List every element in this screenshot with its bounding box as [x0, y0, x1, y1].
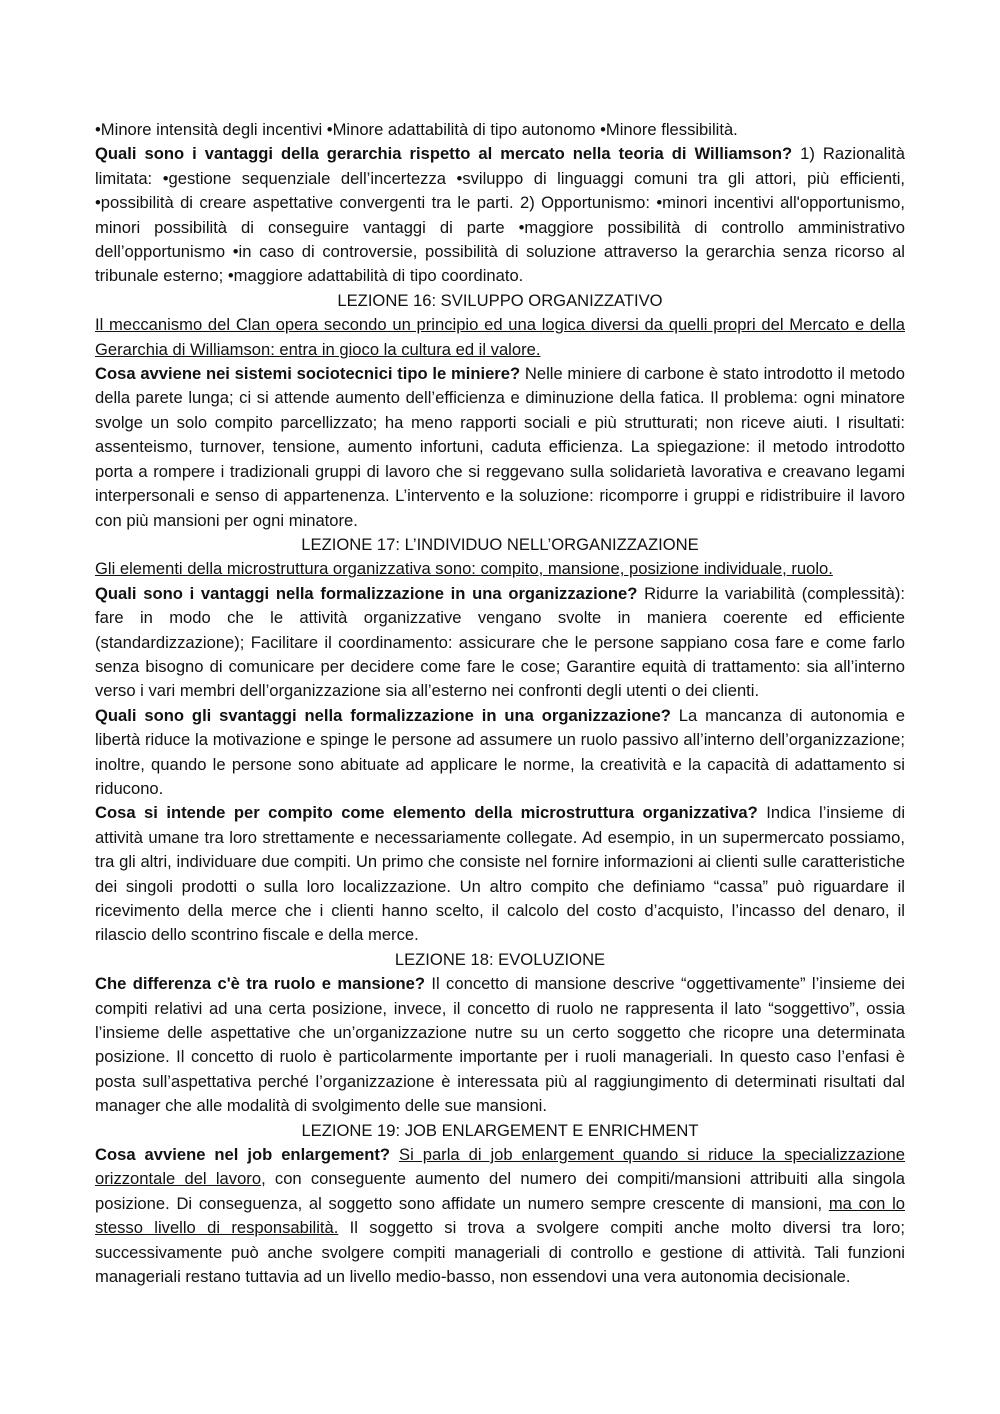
underlined-text: Si parla di job enlargement quando si riduce la specializzazione orizzontale del lavoro: [95, 1145, 905, 1189]
williamson-paragraph: [95, 142, 905, 288]
question-text: Quali sono i vantaggi della gerarchia rispetto al mercato nella teoria di Williamson?: [95, 144, 793, 164]
formalization-advantages-paragraph: [95, 582, 905, 704]
sociotechnical-paragraph: [95, 362, 905, 533]
job-enlargement-paragraph: [95, 1143, 905, 1289]
question-text: Cosa avviene nei sistemi sociotecnici tipo le miniere?: [95, 364, 521, 384]
role-vs-job-paragraph: [95, 972, 905, 1118]
lesson-17-intro: Gli elementi della microstruttura organizzativa sono: compito, mansione, posizione individuale, ruolo.: [95, 559, 833, 579]
question-text: Che differenza c'è tra ruolo e mansione?: [95, 974, 425, 994]
answer-text: Il soggetto si trova a svolgere compiti anche molto diversi tra loro; successivamente può anche svolgere compiti manageriali di controllo e gestione di attività. Tali funzioni manageriali restano tuttavia ad un livello medio-basso, non essendovi una vera autonomia decisionale.: [95, 1218, 905, 1287]
question-text: Cosa avviene nel job enlargement?: [95, 1145, 391, 1165]
question-text: Quali sono gli svantaggi nella formalizzazione in una organizzazione?: [95, 705, 671, 725]
answer-text: Ridurre la variabilità (complessità): fare in modo che le attività organizzative vengano svolte in maniera coerente ed efficiente (standardizzazione); Facilitare il coordinamento: assicurare che le persone sappiano cosa fare e come farlo senza bisogno di comunicare per decidere come fare le cose; Garantire equità di trattamento: sia all’interno verso i vari membri dell’organizzazione sia all’esterno nei confronti degli utenti o dei clienti.: [95, 583, 905, 701]
answer-text: 1) Razionalità limitata: •gestione sequenziale dell’incertezza •sviluppo di linguaggi comuni tra gli attori, più efficienti, •possibilità di creare aspettative convergenti tra le parti. 2) Opportunismo: •minori incentivi all'opportunismo, minori possibilità di conseguire vantaggi di parte •maggiore possibilità di controllo amministrativo dell’opportunismo •in caso di controversie, possibilità di soluzione attraverso la gerarchia senza ricorso al tribunale esterno; •maggiore adattabilità di tipo coordinato.: [95, 144, 905, 286]
document-page: [95, 118, 905, 1290]
answer-text: Indica l’insieme di attività umane tra loro strettamente e necessariamente collegate. Ad esempio, in un supermercato possiamo, tra gli altri, individuare due compiti. Un primo che consiste nel fornire informazioni ai clienti sulle caratteristiche dei singoli prodotti o sulla loro localizzazione. Un altro compito che definiamo “cassa” può riguardare il ricevimento della merce che i clienti hanno scelto, il calcolo del costo d’acquisto, l’incasso del denaro, il rilascio dello scontrino fiscale e della merce.: [95, 803, 906, 945]
underlined-text: ma con lo stesso livello di responsabilità.: [95, 1193, 905, 1238]
answer-text: , con conseguente aumento del numero dei compiti/mansioni attribuiti alla singola posizione. Di conseguenza, al soggetto sono affidate un numero sempre crescente di mansioni,: [95, 1169, 905, 1213]
question-text: Quali sono i vantaggi nella formalizzazione in una organizzazione?: [95, 583, 638, 603]
lesson-17-heading: LEZIONE 17: L’INDIVIDUO NELL’ORGANIZZAZIONE: [301, 534, 699, 554]
lesson-18-heading: LEZIONE 18: EVOLUZIONE: [394, 949, 606, 969]
task-definition-paragraph: [95, 801, 905, 947]
lesson-16-heading: LEZIONE 16: SVILUPPO ORGANIZZATIVO: [337, 290, 663, 310]
intro-line: •Minore intensità degli incentivi •Minore adattabilità di tipo autonomo •Minore flessibilità.: [95, 120, 738, 139]
answer-text: La mancanza di autonomia e libertà riduce la motivazione e spinge le persone ad assumere un ruolo passivo all’interno dell’organizzazione; inoltre, quando le persone sono abituate ad applicare le norme, la creatività e la capacità di adattamento si riducono.: [95, 705, 905, 798]
question-text: Cosa si intende per compito come elemento della microstruttura organizzativa?: [95, 803, 758, 823]
formalization-disadvantages-paragraph: [95, 704, 905, 802]
answer-text: Il concetto di mansione descrive “oggettivamente” l’insieme dei compiti relativi ad una certa posizione, invece, il concetto di ruolo ne rappresenta il lato “soggettivo”, ossia l’insieme delle aspettative che un’organizzazione nutre su un certo soggetto che ricopre una determinata posizione. Il concetto di ruolo è particolarmente importante per i ruoli manageriali. In questo caso l’enfasi è posta sull’aspettativa perché l’organizzazione è interessata più al raggiungimento di determinati risultati dal manager che alle modalità di svolgimento delle sue mansioni.: [95, 974, 905, 1116]
lesson-16-intro: Il meccanismo del Clan opera secondo un principio ed una logica diversi da quelli propri del Mercato e della Gerarchia di Williamson: entra in gioco la cultura ed il valore.: [95, 315, 905, 359]
lesson-19-heading: LEZIONE 19: JOB ENLARGEMENT E ENRICHMENT: [301, 1120, 699, 1140]
answer-text: Nelle miniere di carbone è stato introdotto il metodo della parete lunga; ci si attende aumento dell’efficienza e diminuzione della fatica. Il problema: ogni minatore svolge un solo compito parcellizzato; ha meno rapporti sociali e più strutturati; non riceve aiuti. I risultati: assenteismo, turnover, tensione, aumento infortuni, caduta efficienza. La spiegazione: il metodo introdotto porta a rompere i tradizionali gruppi di lavoro che si reggevano sulla solidarietà lavorativa e creavano legami interpersonali e senso di appartenenza. L’intervento e la soluzione: ricomporre i gruppi e ridistribuire il lavoro con più mansioni per ogni minatore.: [95, 364, 905, 530]
